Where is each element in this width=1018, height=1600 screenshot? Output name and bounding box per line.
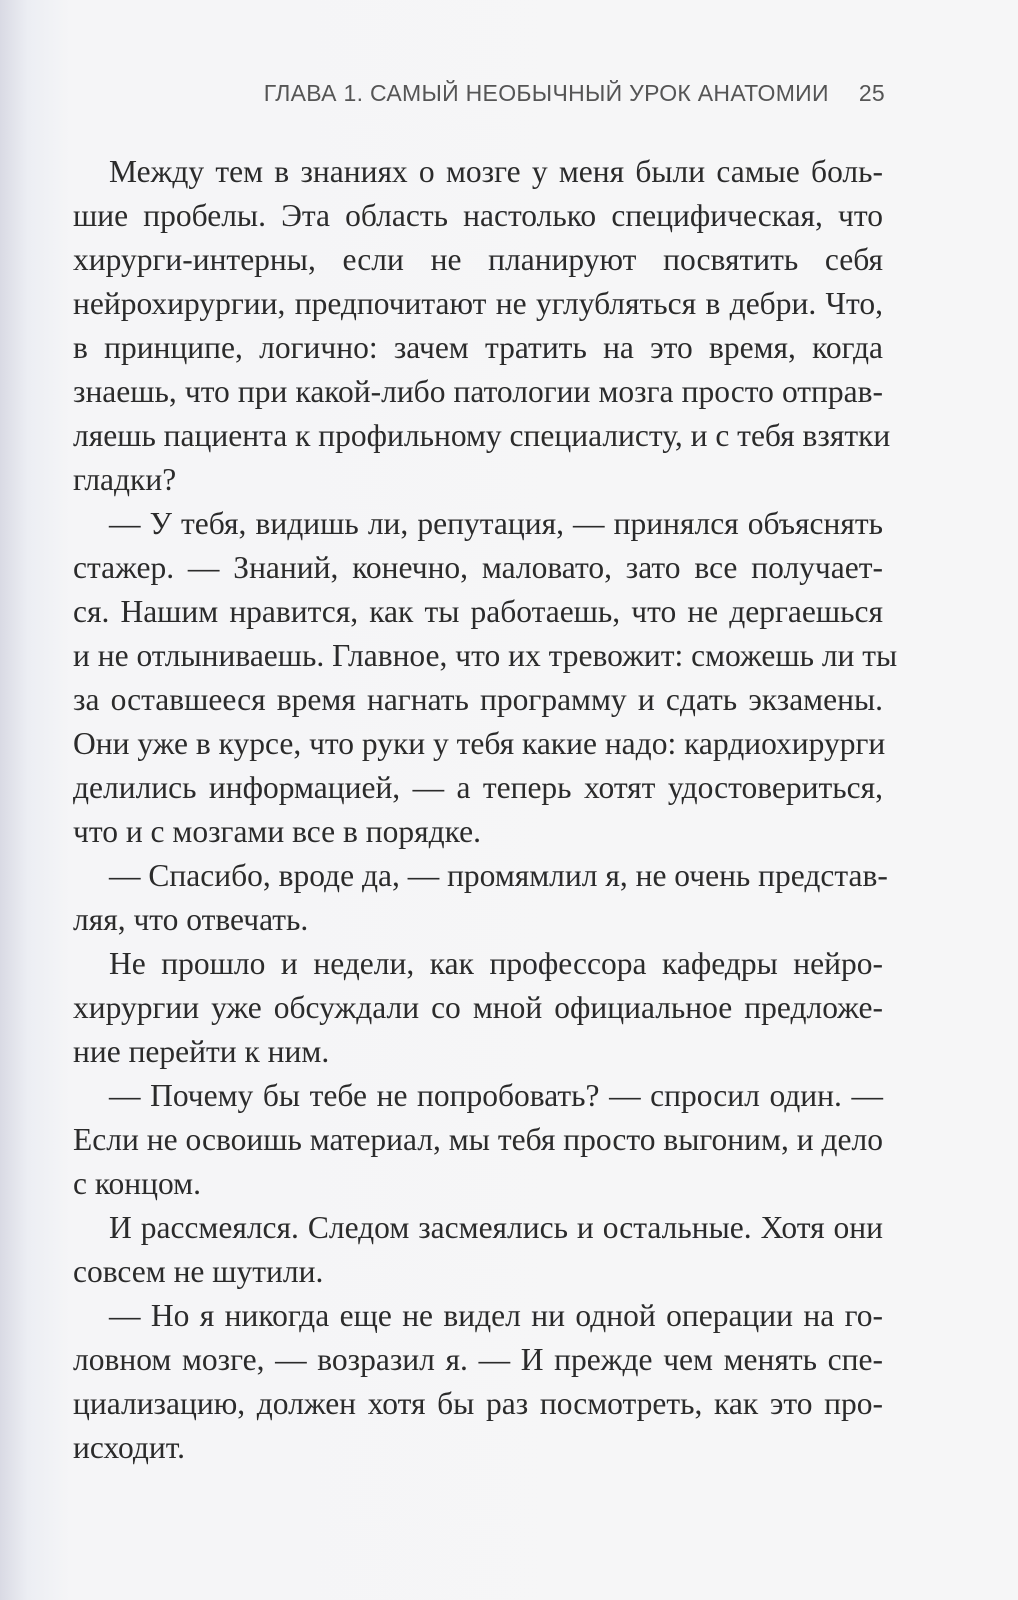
text-line: ляя, что отвечать. [73, 902, 309, 937]
text-line: — Спасибо, вроде да, — промямлил я, не очень представ- [109, 858, 888, 893]
text-line: хирургии уже обсуждали со мной официальное предложе- [73, 990, 883, 1025]
text-line: Между тем в знаниях о мозге у меня были самые боль- [109, 154, 883, 189]
text-line: — У тебя, видишь ли, репутация, — принялся объяснять [109, 506, 883, 541]
text-line: ляешь пациента к профильному специалисту, и с тебя взятки [73, 418, 891, 453]
text-line: — Но я никогда еще не видел ни одной операции на го- [109, 1298, 883, 1333]
body-text [73, 150, 898, 1470]
chapter-title: ГЛАВА 1. САМЫЙ НЕОБЫЧНЫЙ УРОК АНАТОМИИ [263, 80, 829, 106]
text-line: И рассмеялся. Следом засмеялись и остальные. Хотя они [109, 1210, 883, 1245]
text-line: в принципе, логично: зачем тратить на это время, когда [73, 330, 883, 365]
text-line: ние перейти к ним. [73, 1034, 330, 1069]
page-number: 25 [858, 80, 885, 106]
text-line: что и с мозгами все в порядке. [73, 814, 482, 849]
text-line: совсем не шутили. [73, 1254, 324, 1289]
text-line: и не отлыниваешь. Главное, что их тревожит: сможешь ли ты [73, 638, 898, 673]
text-line: — Почему бы тебе не попробовать? — спросил один. — [109, 1078, 883, 1113]
text-line: стажер. — Знаний, конечно, маловато, зато все получает- [73, 550, 883, 585]
text-line: Если не освоишь материал, мы тебя просто выгоним, и дело [73, 1122, 883, 1157]
text-line: Не прошло и недели, как профессора кафедры нейро- [109, 946, 883, 981]
text-line: за оставшееся время нагнать программу и сдать экзамены. [73, 682, 883, 717]
text-line: ся. Нашим нравится, как ты работаешь, что не дергаешься [73, 594, 883, 629]
running-head [0, 80, 885, 107]
text-line: с концом. [73, 1166, 201, 1201]
text-line: знаешь, что при какой-либо патологии мозга просто отправ- [73, 374, 883, 409]
text-line: циализацию, должен хотя бы раз посмотреть, как это про- [73, 1386, 883, 1421]
text-line: исходит. [73, 1430, 185, 1465]
text-line: нейрохирургии, предпочитают не углубляться в дебри. Что, [73, 286, 883, 321]
text-line: гладки? [73, 462, 177, 497]
text-line: ловном мозге, — возразил я. — И прежде чем менять спе- [73, 1342, 883, 1377]
text-line: шие пробелы. Эта область настолько специфическая, что [73, 198, 883, 233]
text-line: хирурги-интерны, если не планируют посвятить себя [73, 242, 883, 277]
text-line: делились информацией, — а теперь хотят удостовериться, [73, 770, 883, 805]
text-line: Они уже в курсе, что руки у тебя какие надо: кардиохирурги [73, 726, 886, 761]
